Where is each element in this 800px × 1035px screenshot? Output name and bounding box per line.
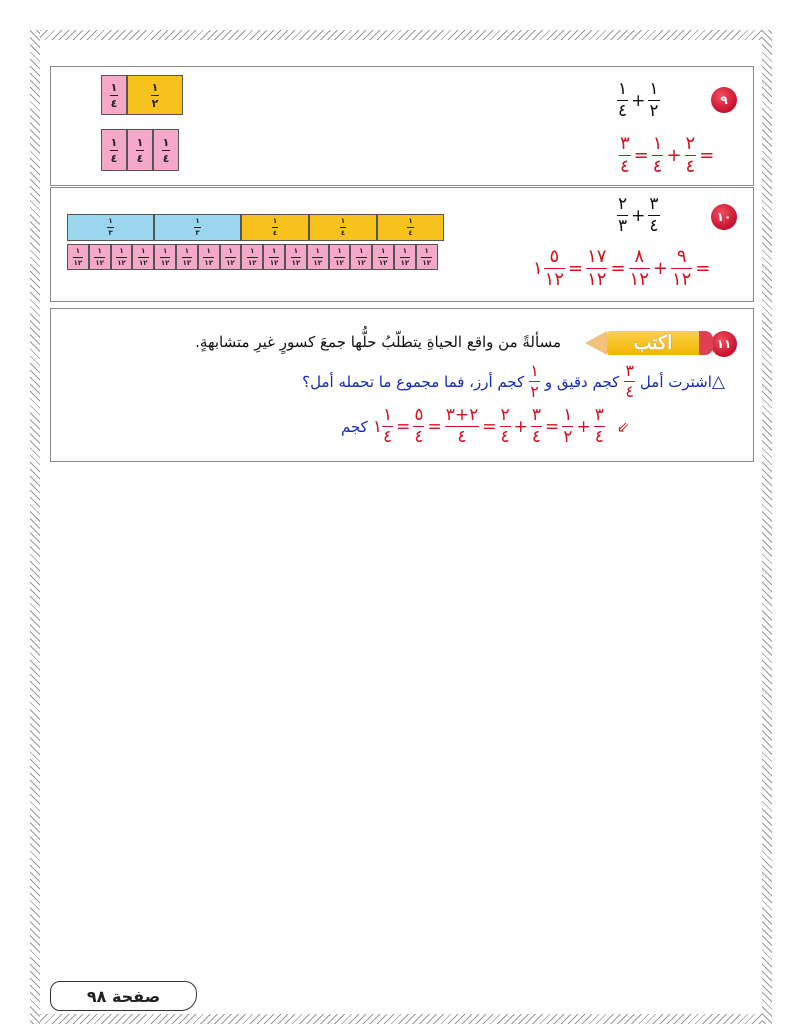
fraction-tile-quarter: ١ ٤ [241,214,309,241]
fraction-tile-quarter: ١ ٤ [101,75,127,115]
problem-11-answer [341,407,629,446]
hand-pointer-icon: ⇙ [616,417,630,436]
fraction: ٥ ١٢ [544,246,565,290]
plus-sign: + [513,416,528,437]
fraction-tile-half: ١ ٢ [127,75,183,115]
fraction-tile-twelfth: ١ ١٢ [111,244,133,270]
equals-sign: = [545,416,560,437]
fraction: ٥ ٤ [414,405,424,447]
fraction-tile-twelfth: ١ ١٢ [67,244,89,270]
problem-10-expression [617,196,660,235]
equals-sign: = [633,145,649,166]
decorative-border-bottom [30,1014,770,1024]
question-text: اشترت أمل [639,372,712,391]
fraction: ١ ٤ [618,79,628,121]
fraction: ٩ ١٢ [671,246,692,290]
triangle-icon: △ [711,371,725,392]
fraction: ٣ ٤ [531,405,542,447]
problem-9-solution [619,135,717,176]
whole-number: ١ [372,416,382,437]
plus-sign: + [631,205,646,226]
fraction: ٢ ٣ [618,194,628,236]
fraction-tile-quarter: ١ ٤ [309,214,377,241]
fraction: ٣ ٤ [649,194,659,236]
fraction-tile-quarter: ١ ٤ [153,129,179,171]
equals-sign: = [427,416,442,437]
decorative-border-left [30,30,40,1024]
fraction-tile-quarter: ١ ٤ [377,214,444,241]
problem-10-solution [533,248,713,289]
equals-sign: = [396,416,411,437]
fraction-tile-twelfth: ١ ١٢ [132,244,154,270]
write-pencil-tag [585,331,713,355]
fraction: ٣ ٤ [594,405,604,447]
plus-sign: + [666,145,682,166]
pencil-icon [607,331,699,355]
fraction: ٣ ٤ [625,361,634,401]
fraction-tile-twelfth: ١ ١٢ [350,244,372,270]
fraction-tile-third: ١ ٣ [67,214,154,241]
problem-9-panel [50,66,754,186]
fraction-tile-twelfth: ١ ١٢ [176,244,198,270]
equals-sign: = [568,258,584,279]
fraction-tile-twelfth: ١ ١٢ [263,244,285,270]
fraction: ١ ٤ [652,133,663,177]
equals-sign: = [610,258,626,279]
fraction-tile-twelfth: ١ ١٢ [394,244,416,270]
plus-sign: + [631,90,646,111]
fraction-tile-twelfth: ١ ١٢ [416,244,438,270]
fraction: ٢+٣ ٤ [445,405,479,447]
fraction-tile-twelfth: ١ ١٢ [220,244,242,270]
fraction: ١ ٤ [382,405,393,447]
fraction-tile-twelfth: ١ ١٢ [372,244,394,270]
pencil-eraser-icon [699,331,713,355]
fraction: ٨ ١٢ [629,246,649,290]
fraction: ١ ٢ [530,361,539,401]
fraction-tile-third: ١ ٣ [154,214,241,241]
problem-11-question [302,363,725,400]
equals-sign: = [699,145,715,166]
whole-number: ١ [533,258,543,279]
fraction-tile-quarter: ١ ٤ [101,129,127,171]
problem-10-panel [50,187,754,302]
fraction: ١٧ ١٢ [587,246,607,290]
fraction-tile-twelfth: ١ ١٢ [285,244,307,270]
fraction: ٢ ٤ [500,405,510,447]
fraction-tile-quarter: ١ ٤ [127,129,153,171]
fraction-tile-twelfth: ١ ١٢ [307,244,329,270]
write-label: اكتب [633,332,673,354]
problem-11-prompt: مسألةً من واقع الحياةِ يتطلّبُ حلُّها جمعَ كسورٍ غيرِ متشابهةٍ. [195,333,561,351]
fraction: ٣ ٤ [620,133,630,177]
plus-sign: + [576,416,591,437]
problem-number-badge: ١٠ [711,204,737,230]
pencil-tip-icon [585,331,607,355]
fraction: ١ ٢ [649,79,659,121]
problem-number-badge: ٩ [711,87,737,113]
fraction-tile-twelfth: ١ ١٢ [198,244,220,270]
decorative-border-right [762,30,772,1024]
fraction-tile-twelfth: ١ ١٢ [89,244,111,270]
fraction: ٢ ٤ [685,133,696,177]
problem-11-panel [50,308,754,462]
plus-sign: + [652,258,668,279]
fraction: ١ ٢ [563,405,573,447]
question-text: كجم أرز، فما مجموع ما تحمله أمل؟ [302,372,525,391]
equals-sign: = [482,416,497,437]
question-text: كجم دقيق و [544,372,620,391]
unit-label: كجم [341,417,368,436]
equals-sign: = [695,258,711,279]
problem-9-expression [617,81,660,120]
fraction-tile-twelfth: ١ ١٢ [154,244,176,270]
fraction-tile-twelfth: ١ ١٢ [241,244,263,270]
decorative-border-top [30,30,770,40]
page-number-label: صفحة ٩٨ [50,981,197,1011]
problem-number-badge: ١١ [711,331,737,357]
fraction-tile-twelfth: ١ ١٢ [329,244,351,270]
